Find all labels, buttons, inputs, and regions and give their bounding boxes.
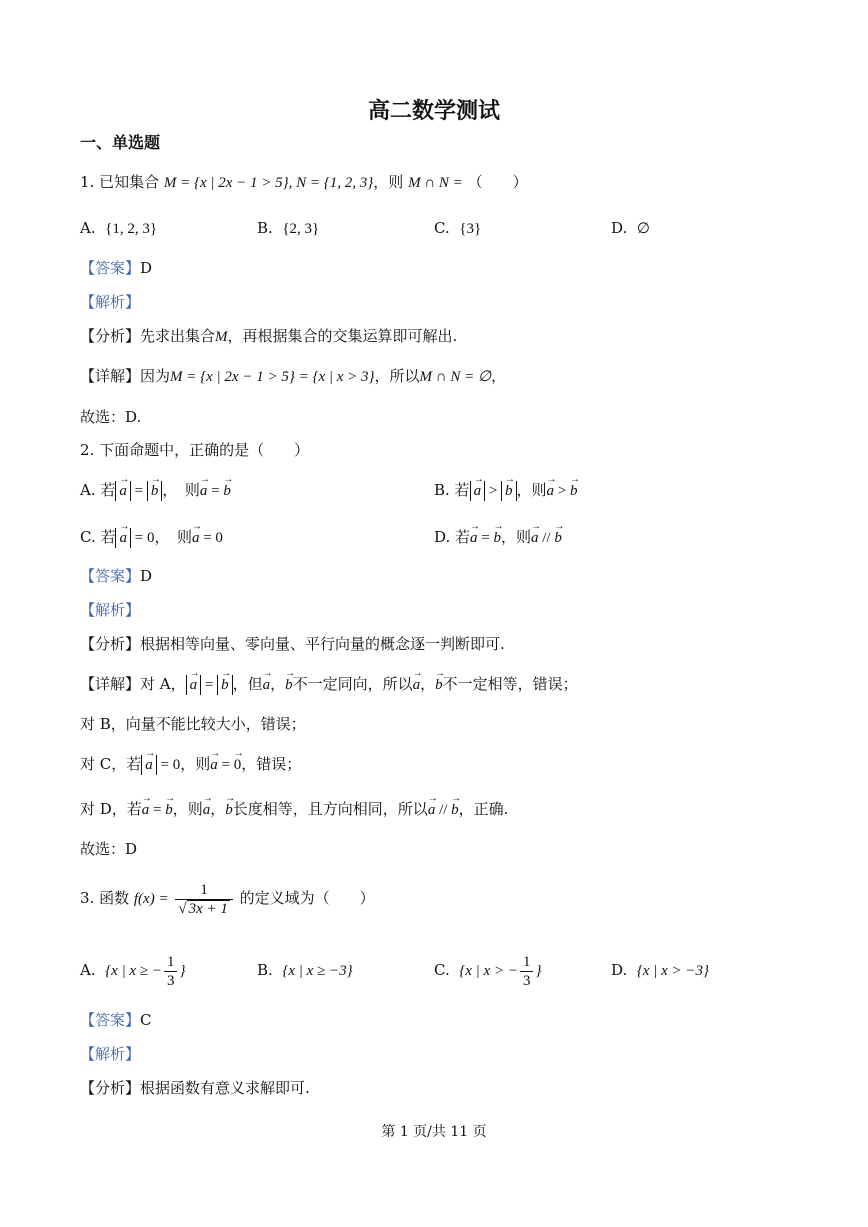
q1-answer: 【答案】D [80, 259, 153, 277]
q3-option-d: D. {x | x > −3} [611, 961, 709, 979]
q1-option-c: C. {3} [434, 219, 482, 237]
q3-analysis-tag: 【解析】 [80, 1045, 141, 1063]
q1-fenxi: 【分析】先求出集合M，再根据集合的交集运算即可解出. [80, 327, 458, 345]
q2-option-d: D. 若→ a = → b，则→ a // → b [434, 527, 562, 548]
q2-option-c: C. 若→ a = 0， 则→ a = 0 [80, 527, 223, 548]
q1-option-d: D. ∅ [611, 219, 650, 237]
answer-tag: 【答案】 [80, 259, 141, 277]
q1-analysis-tag: 【解析】 [80, 293, 141, 311]
q1-paren: （ ） [467, 173, 528, 191]
q3-option-a: A. {x | x ≥ − $\frac{1}{3}$ } [80, 953, 186, 989]
q2-choice: 故选：D [80, 840, 138, 858]
q2-answer: 【答案】D [80, 567, 153, 585]
question-3: 3. 函数 f(x) = $\frac{1}{√ 3x + 1}$ 的定义域为（ ） [80, 881, 375, 917]
q1-detail: 【详解】因为M = {x | 2x − 1 > 5} = {x | x > 3}，所以M ∩ N = ∅， [80, 367, 507, 385]
q3-option-c: C. {x | x > − $\frac{1}{3}$ } [434, 953, 542, 989]
q2-detail-3: 对 C，若→ a = 0，则→ a = → 0，错误； [80, 754, 301, 775]
q3-fenxi: 【分析】根据函数有意义求解即可. [80, 1079, 310, 1097]
q2-detail-1: 【详解】对 A，→ a = → b ，但→ a，→ b不一定同向，所以→ a，→ b不一定相等，错误； [80, 674, 578, 695]
page-title: 高二数学测试 [367, 98, 500, 124]
q1-option-a: A. {1, 2, 3} [80, 219, 158, 237]
q1-math2: M ∩ N = [408, 175, 463, 191]
question-2: 2. 下面命题中，正确的是（ ） [80, 441, 310, 459]
q3-option-b: B. {x | x ≥ −3} [257, 961, 353, 979]
question-1 [80, 172, 528, 193]
q2-analysis-tag: 【解析】 [80, 601, 141, 619]
q2-detail-4: 对 D，若→ a = → b，则→ a，→ b长度相等，且方向相同，所以→ a // → b，正确. [80, 799, 508, 820]
page-footer: 第 1 页/共 11 页 [381, 1124, 487, 1140]
q1-suffix: ，则 [373, 173, 404, 191]
q3-answer: 【答案】C [80, 1011, 152, 1029]
section-heading: 一、单选题 [80, 133, 161, 152]
q1-prefix: 1. 已知集合 [80, 173, 160, 191]
q1-option-b: B. {2, 3} [257, 219, 320, 237]
q2-option-a: A. 若→ a = → b ， 则→ a = → b [80, 480, 231, 501]
q2-option-b: B. 若→ a > → b ，则→ a > → b [434, 480, 578, 501]
q1-choice: 故选：D. [80, 408, 142, 426]
q2-fenxi: 【分析】根据相等向量、零向量、平行向量的概念逐一判断即可. [80, 635, 505, 653]
q2-detail-2: 对 B，向量不能比较大小，错误； [80, 715, 306, 733]
q1-math: M = {x | 2x − 1 > 5}, N = {1, 2, 3} [163, 175, 374, 191]
